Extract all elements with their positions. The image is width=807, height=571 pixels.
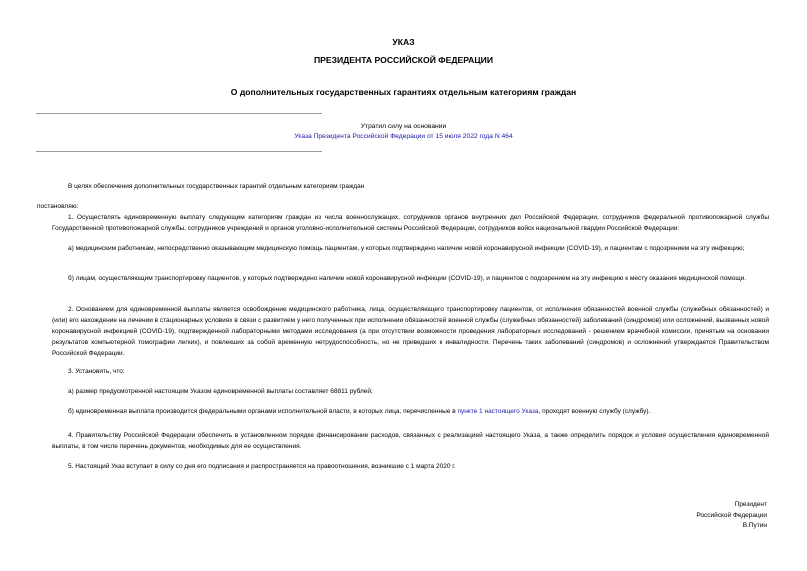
- resolve: [37, 201, 769, 212]
- annulment-link[interactable]: Указа Президента Российской Федерации от 15 июля 2022 года N 464: [294, 133, 513, 140]
- paragraph-4-text: 4. Правительству Российской Федерации обеспечить в установленном порядке финансирование расходов, связанных с реализацией настоящего Указа, а также определить порядок и условия осуществления единовременной выплаты, в том числе перечень документов, необходимых для ее осуществления.: [52, 432, 769, 450]
- paragraph-3b: [52, 406, 769, 417]
- signature-title: Президент: [734, 501, 767, 508]
- document-title: УКАЗ: [392, 37, 415, 47]
- paragraph-2: [52, 304, 769, 359]
- signature-block: [696, 500, 767, 532]
- document-subject: О дополнительных государственных гарантиях отдельным категориям граждан: [230, 87, 577, 97]
- signature-country: Российской Федерации: [696, 511, 767, 519]
- divider-bottom: [36, 151, 322, 152]
- paragraph-3b-pre: б) единовременная выплата производится федеральными органами исполнительной власти, в которых лица, перечисленные в: [68, 408, 458, 415]
- paragraph-3-text: 3. Установить, что:: [68, 368, 125, 375]
- resolve-text: постановляю:: [37, 203, 79, 210]
- paragraph-3: [52, 366, 769, 377]
- status-note: [200, 123, 607, 140]
- paragraph-1b-text: б) лицам, осуществляющим транспортировку пациентов, у которых подтверждено наличие новой коронавирусной инфекции (COVID-19), и пациентов с подозрением на эту инфекцию к месту оказания медицинской помощи.: [68, 275, 747, 282]
- preamble-text: В целях обеспечения дополнительных государственных гарантий отдельным категориям граждан: [68, 183, 365, 190]
- paragraph-1a: [52, 243, 769, 254]
- divider-top: [36, 113, 322, 114]
- paragraph-1: [52, 212, 769, 234]
- paragraph-3b-text: [52, 406, 769, 417]
- paragraph-5-text: 5. Настоящий Указ вступает в силу со дня его подписания и распространяется на правоотношения, возникшие с 1 марта 2020 г.: [68, 463, 456, 470]
- paragraph-4: [52, 430, 769, 452]
- paragraph-2-text: 2. Основанием для единовременной выплаты является освобождение медицинского работника, лица, осуществляющего транспортировку пациентов, от исполнения обязанностей военной службы (служебных обязанностей) и (или) его нахождение на лечении в стационарных условиях в связи с развитием у него полученных при исполнении обязанностей военной службы (служебных обязанностей) заболеваний (синдромов) или осложнений, вызванных новой коронавирусной инфекцией (COVID-19), подтвержденной лабораторными методами исследования (а при отсутствии возможности проведения лабораторных исследований - решением врачебной комиссии, принятым на основании результатов компьютерной томографии легких), и повлекших за собой временную нетрудоспособность, но не приведших к инвалидности. Перечень таких заболеваний (синдромов) и осложнений утверждается Правительством Российской Федерации.: [52, 306, 769, 357]
- clause-1-link[interactable]: пункте 1 настоящего Указа: [457, 408, 539, 415]
- paragraph-1b: [52, 273, 769, 284]
- paragraph-3a: [52, 386, 769, 397]
- status-line: Утратил силу на основании: [360, 123, 447, 130]
- paragraph-5: [52, 461, 769, 472]
- signature-name: В.Путин: [742, 522, 767, 529]
- document-issuer: ПРЕЗИДЕНТА РОССИЙСКОЙ ФЕДЕРАЦИИ: [313, 55, 494, 65]
- paragraph-3b-post: , проходят военную службу (службу).: [538, 408, 651, 415]
- paragraph-1a-text: а) медицинским работникам, непосредственно оказывающим медицинскую помощь пациентам, у которых подтверждено наличие новой коронавирусной инфекции (COVID-19), и пациентам с подозрением на эту инфекцию;: [68, 245, 745, 252]
- paragraph-1-text: 1. Осуществлять единовременную выплату следующим категориям граждан из числа военнослужащих, сотрудников органов внутренних дел Российской Федерации, сотрудников федеральной противопожарной службы Государственной противопожарной службы, сотрудников учреждений и органов уголовно-исполнительной системы Российской Федерации, сотрудников войск национальной гвардии Российской Федерации:: [52, 214, 769, 232]
- preamble: [52, 181, 769, 192]
- paragraph-3a-text: а) размер предусмотренной настоящим Указом единовременной выплаты составляет 68811 рублей;: [68, 388, 373, 395]
